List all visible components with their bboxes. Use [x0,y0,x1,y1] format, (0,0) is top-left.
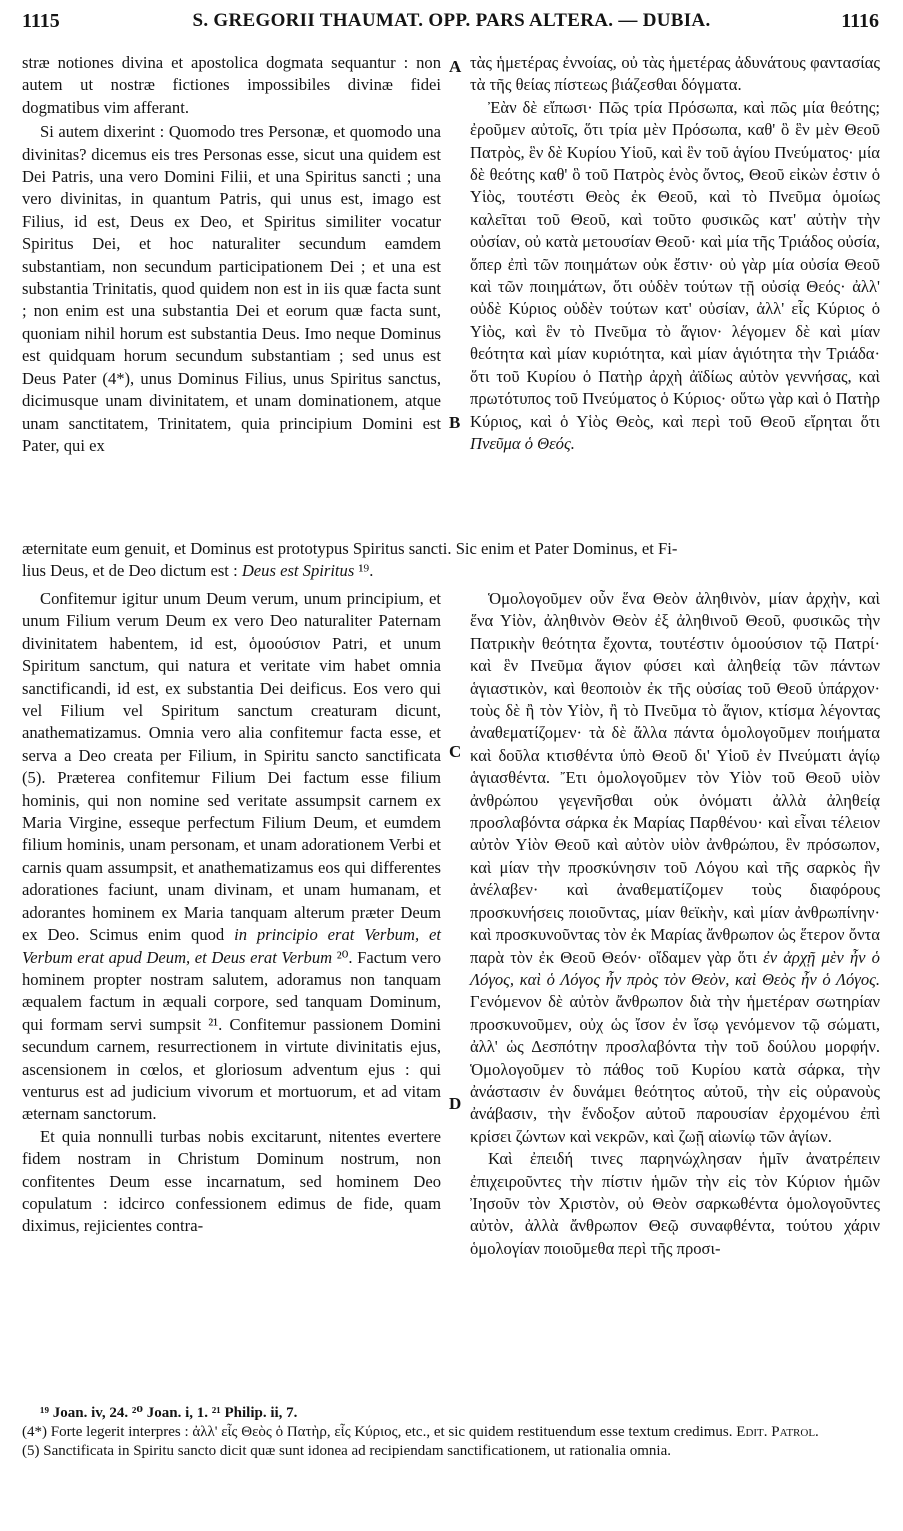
greek-paragraph [470,97,880,456]
greek-text: Ὁμολογοῦμεν οὖν ἕνα Θεὸν ἀληθινὸν, μίαν ἀρχὴν, καὶ ἕνα Υἱὸν, ἀληθινὸν Θεὸν ἐξ ἀληθινοῦ Θεοῦ, φυσικῶς τὴν Πατρικὴν θεότητα ἔχοντα, τουτέστιν ὁμοούσιον τῷ Πατρί· καὶ ἓν Πνεῦμα ἅγιον φύσει καὶ ἀληθείᾳ τῶν πάντων ἁγιαστικὸν, καὶ θεοποιὸν ἐκ τῆς οὐσίας τοῦ Θεοῦ ὑπάρχον· τοὺς δὲ ἢ τὸν Υἱὸν, ἢ τὸ Πνεῦμα τὸ ἅγιον, κτίσμα λέγοντας ἀναθεματίζομεν· τὰ δὲ ἄλλα πάντα ὁμολογοῦμεν ποιήματα καὶ δοῦλα κτισθέντα ὑπὸ Θεοῦ δι' Υἱοῦ ἐν Πνεύματι ἁγίῳ ἁγιασθέντα. Ἔτι ὁμολογοῦμεν τὸν Υἱὸν τοῦ Θεοῦ υἱὸν ἀνθρώπου γεγενῆσθαι οὐκ ὀνόματι ἀλλὰ ἀληθείᾳ προσλαβόντα σάρκα ἐκ Μαρίας Παρθένου· καὶ εἶναι τέλειον αὐτὸν Υἱὸν Θεοῦ καὶ αὐτὸν υἱὸν ἀνθρώπου, ἓν πρόσωπον, καὶ μίαν τὴν προσκύνησιν τοῦ Λόγου καὶ τῆς σαρκὸς ἣν ἀνέλαβεν· καὶ ἀναθεματίζομεν τοὺς διαφόρους προσκυνήσεις ποιοῦντας, μίαν θεϊκὴν, καὶ μίαν ἀνθρωπίνην· καὶ προσκυνοῦντας τὸν ἐκ Μαρίας ἄνθρωπον ὡς ἕτερον ὄντα παρὰ τὸν ἐκ Θεοῦ Θεόν· οἴδαμεν γὰρ ὅτι [470,589,880,967]
span-text: lius Deus, et de Deo dictum est : [22,561,242,581]
footnote-text: (4*) Forte legerit interpres : ἀλλ' εἷς Θεὸς ὁ Πατὴρ, εἷς Κύριος, etc., et sic quidem restituendum esse textum credimus. [22,1424,733,1440]
margin-letter-b: B [449,413,461,432]
scripture-quote: in principio erat Verbum, et Verbum erat apud Deum, et Deus erat Verbum [22,925,441,967]
greek-text: Ἐὰν δὲ εἴπωσι· Πῶς τρία Πρόσωπα, καὶ πῶς μία θεότης; ἐροῦμεν αὐτοῖς, ὅτι τρία μὲν Πρόσωπα, καθ' ὃ ἓν μὲν Θεοῦ Πατρὸς, ἓν δὲ Κυρίου Υἱοῦ, καὶ ἓν τοῦ ἁγίου Πνεύματος· μία δὲ θεότης καθ' ὃ τοῦ Πατρὸς ἑνὸς ὄντος, Θεοῦ εἰκὼν ἐστιν ὁ Υἱὸς, τουτέστι Θεὸς ἐκ Θεοῦ, καὶ τὸ Πνεῦμα ὁμοίως καλεῖται τοῦ Θεοῦ, καὶ τοῦτο φυσικῶς κατ' αὐτὴν τὴν οὐσίαν, οὐ κατὰ μετουσίαν Θεοῦ· καὶ μία τῆς Τριάδος οὐσία, ὅπερ ἐπὶ τῶν ποιημάτων οὐκ ἔστιν· οὐ γὰρ μία οὐσία Θεοῦ καὶ τῶν ποιημάτων, ὅτι οὐδὲν τούτων τῇ οὐσίᾳ Θεός· ἀλλ' οὐδὲ Κύριος οὐδὲν τούτων κατ' οὐσίαν, ἀλλ' εἷς Κύριος ὁ Υἱὸς, καὶ ἓν τὸ Πνεῦμα τὸ ἅγιον· λέγομεν δὲ καὶ μίαν θεότητα καὶ μίαν κυριότητα, καὶ μίαν ἁγιότητα τὴν Τριάδα· ὅτι τοῦ Κυρίου ὁ Πατὴρ ἀρχὴ ἀϊδίως αὐτὸν γεννήσας, καὶ πρωτότυπος τοῦ Πνεύματος ὁ Κύριος· οὕτω γὰρ καὶ ὁ Πατὴρ Κύριος, καὶ ὁ Υἱὸς Θεὸς, καὶ περὶ τοῦ Θεοῦ εἴρηται ὅτι [470,97,880,431]
latin-paragraph: Si autem dixerint : Quomodo tres Personæ, et quomodo una divinitas? dicemus eis tres Personas esse, sicut una quidem est Dei Patris, una vero Domini Filii, et una Spiritus sancti ; una vero divinitas, in quantum Patris, qui unus est, imago est Filius, id est, Deus ex Deo, et Spiritus similiter vocatur Spiritus Dei, et hoc naturaliter secundum eamdem substantiam, non secundum participationem Dei ; et una est substantia Trinitatis, quod quidem non est in iis quæ facta sunt ; non enim est una substantia Dei et eorum quæ facta sunt, quoniam nihil horum est substantia Deus. Imo neque Dominus est quidquam horum secundum substantiam ; sed unus est Deus Pater (4*), unus Dominus Filius, unus Spiritus sanctus, dicimusque unam divinitatem, et unam dominationem, atque unam sanctitatem, Trinitatem, quia principium Domini est Pater, qui ex [22,122,441,455]
margin-letter-d: D [449,1094,462,1113]
greek-text: Γενόμενον δὲ αὐτὸν ἄνθρωπον διὰ τὴν ἡμετέραν σωτηρίαν προσκυνοῦμεν, οὐχ ὡς ἴσον ἐν ἴσῳ γενόμενον τῷ σώματι, ἀλλ' ὡς Δεσπότην προσλαβόντα τὴν τοῦ δούλου μορφήν. Ὁμολογοῦμεν τὸ πάθος τοῦ Κυρίου κατὰ σάρκα, τὴν ἀνάστασιν ἐν δυνάμει θεότητος αὐτοῦ, τὴν εἰς οὐρανοὺς ἀνάβασιν, τὴν ἔνδοξον αὐτοῦ παρουσίαν ἐρχομένου ἐπὶ κρίσει ζώντων καὶ νεκρῶν, καὶ ζωῇ αἰωνίῳ τῶν ἁγίων. [470,992,880,1146]
footnote-4 [22,1423,884,1442]
latin-column-top [22,52,441,457]
footnote-refs: ¹⁹ Joan. iv, 24. ²⁰ Joan. i, 1. ²¹ Philip. ii, 7. [40,1405,298,1421]
greek-paragraph: Καὶ ἐπειδή τινες παρηνώχλησαν ἡμῖν ἀνατρέπειν ἐπιχειροῦντες τὴν πίστιν ἡμῶν τὴν εἰς τὸν Κύριον ἡμῶν Ἰησοῦν τὸν Χριστὸν, οὐ Θεὸν σαρκωθέντα ὁμολογοῦντες αὐτὸν, ἀλλὰ ἄνθρωπον Θεῷ συναφθέντα, τούτου χάριν ὁμολογίαν ποιοῦμεθα περὶ τῆς προσι- [470,1149,880,1258]
spanning-lines [22,538,880,583]
margin-letter-a: A [449,57,462,76]
greek-column-top [470,52,880,455]
greek-column-bottom [470,588,880,1260]
latin-paragraph: Et quia nonnulli turbas nobis excitarunt, nitentes evertere fidem nostram in Christum Dominum nostrum, non confitentes Deum esse incarnatum, sed hominem Deo copulatum : idcirco confessionem edimus de fide, quam diximus, rejicientes contra- [22,1126,441,1236]
latin-paragraph: stræ notiones divina et apostolica dogmata sequantur : non autem ut nostræ fictiones impossibiles divinæ fidei dogmatibus vim afferant. [22,53,441,117]
greek-quote: Πνεῦμα ὁ Θεός. [470,433,575,453]
span-line [22,560,880,582]
latin-text: Confitemur igitur unum Deum verum, unum principium, et unum Filium verum Deum ex vero Deo naturaliter Paternam divinitatem habentem, id est, ὁμοούσιον Patri, et unum Spiritum sanctum, qui natura et veritate vim habet omnia sanctificandi, id est, ex substantia Dei deificus. Eos vero qui vel Filium vel Spiritum sanctum creaturam dicunt, anathematizamus. Omnia vero alia confitemur facta esse, et serva a Deo creata per Filium, in Spiritu sancto sanctificata (5). Præterea confitemur Filium Dei factum esse filium hominis, qui non nomine sed veritate assumpsit carnem ex Maria Virgine, esseque perfectum Filium Deum, et eumdem filium hominis, unam personam, et unam adorationem Verbi et carnis quam assumpsit, et anathematizamus eos qui differentes adorationes faciunt, unam divinam, et unam humanam, et adorantes hominem ex Maria tanquam alterum præter Deum ex Deo. Scimus enim quod [22,589,441,945]
footnote-ref: ¹⁹. [354,561,374,581]
latin-paragraph [22,588,441,1126]
greek-paragraph: τὰς ἡμετέρας ἐννοίας, οὐ τὰς ἡμετέρας ἀδυνάτους φαντασίας τὰ τῆς θείας πίστεως βιάζεσθαι δόγματα. [470,53,880,95]
scripture-quote: Deus est Spiritus [241,561,355,581]
page-number-right: 1116 [841,10,879,32]
latin-text: . Factum vero hominem propter nostram salutem, adoramus non tanquam æqualem factum in æquali corpore, sed tanquam Dominum, qui formam servi sumpsit ²¹. Confitemur passionem Domini secundum carnem, resurrectionem in virtute divinitatis ejus, ascensionem in cœlos, et gloriosum adventum ejus : qui venturus est ad judicium vivorum et mortuorum, et ad vitam æternam sanctorum. [22,947,441,1124]
footnote-ref: ²⁰ [332,947,349,967]
greek-paragraph [470,588,880,1148]
running-head-title: S. GREGORII THAUMAT. OPP. PARS ALTERA. — DUBIA. [192,10,711,31]
greek-quote: ἐν ἀρχῇ μὲν ἦν ὁ Λόγος, καὶ ὁ Λόγος ἦν πρὸς τὸν Θεὸν, καὶ Θεὸς ἦν ὁ Λόγος. [470,947,880,989]
margin-letter-c: C [449,742,462,761]
span-line: æternitate eum genuit, et Dominus est prototypus Spiritus sancti. Sic enim et Pater Dominus, et Fi- [22,539,678,558]
footnote-5: (5) Sanctificata in Spiritu sancto dicit quæ sunt idonea ad recipiendam sanctificationem, ut rationalia omnia. [22,1443,671,1459]
footnote-signature: Edit. Patrol. [736,1424,819,1440]
page-number-left: 1115 [22,10,60,32]
footnotes [22,1404,884,1461]
latin-column-bottom [22,588,441,1238]
